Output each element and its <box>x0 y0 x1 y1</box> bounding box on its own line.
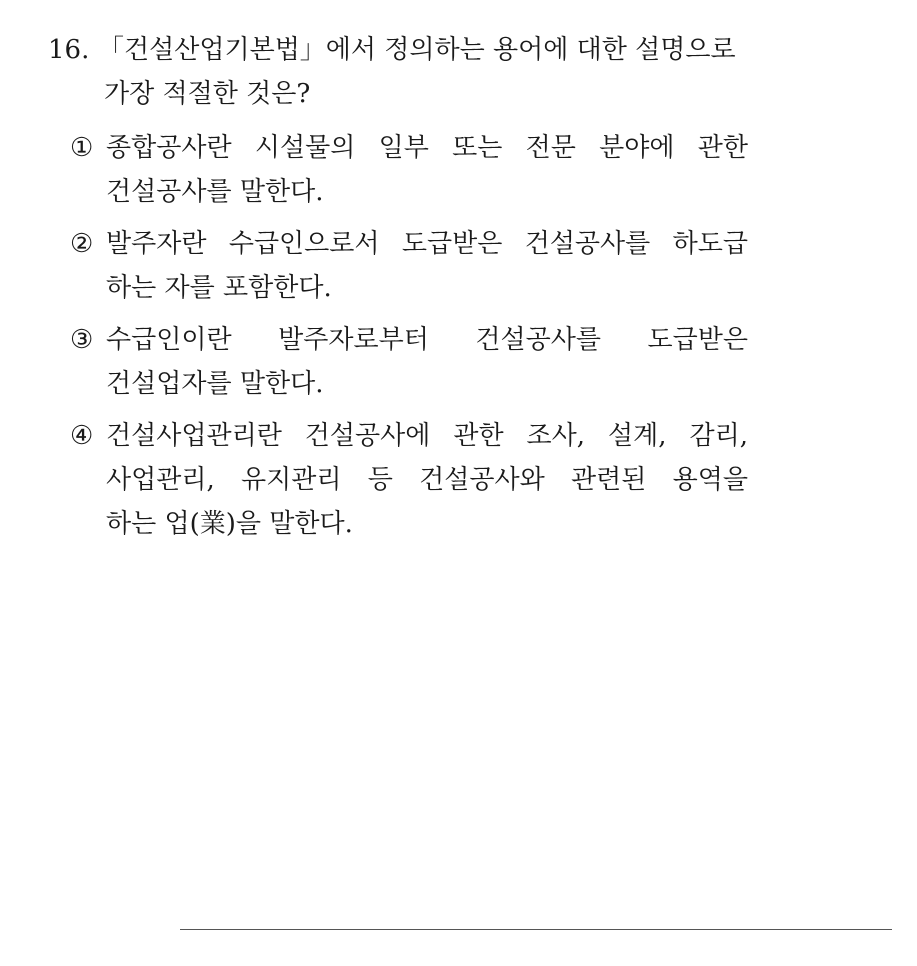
option-1-line-2: 건설공사를 말한다. <box>106 177 324 207</box>
option-4-line-2: 사업관리, 유지관리 등 건설공사와 관련된 용역을 <box>106 465 748 495</box>
question-number: 16. <box>48 35 90 65</box>
question-text-line-2: 가장 적절한 것은? <box>104 79 311 109</box>
option-3[interactable] <box>70 318 748 406</box>
question-stem <box>48 28 748 116</box>
question-text-line-1: 「건설산업기본법」에서 정의하는 용어에 대한 설명으로 <box>98 35 736 65</box>
option-4[interactable] <box>70 414 748 546</box>
option-2-line-1: 발주자란 수급인으로서 도급받은 건설공사를 하도급 <box>106 229 748 259</box>
option-4-marker: ④ <box>70 421 94 451</box>
option-4-line-3: 하는 업(業)을 말한다. <box>106 509 353 539</box>
option-2-marker: ② <box>70 229 94 259</box>
option-3-marker: ③ <box>70 325 94 355</box>
option-2-line-2: 하는 자를 포함한다. <box>106 273 332 303</box>
option-1[interactable] <box>70 126 748 214</box>
option-3-line-1: 수급인이란 발주자로부터 건설공사를 도급받은 <box>106 325 748 355</box>
question-16 <box>48 28 748 554</box>
option-4-line-1: 건설사업관리란 건설공사에 관한 조사, 설계, 감리, <box>106 421 748 451</box>
option-2[interactable] <box>70 222 748 310</box>
option-1-marker: ① <box>70 133 94 163</box>
option-1-line-1: 종합공사란 시설물의 일부 또는 전문 분야에 관한 <box>106 133 748 163</box>
bottom-divider <box>180 929 892 930</box>
option-3-line-2: 건설업자를 말한다. <box>106 369 324 399</box>
answer-options <box>48 126 748 546</box>
